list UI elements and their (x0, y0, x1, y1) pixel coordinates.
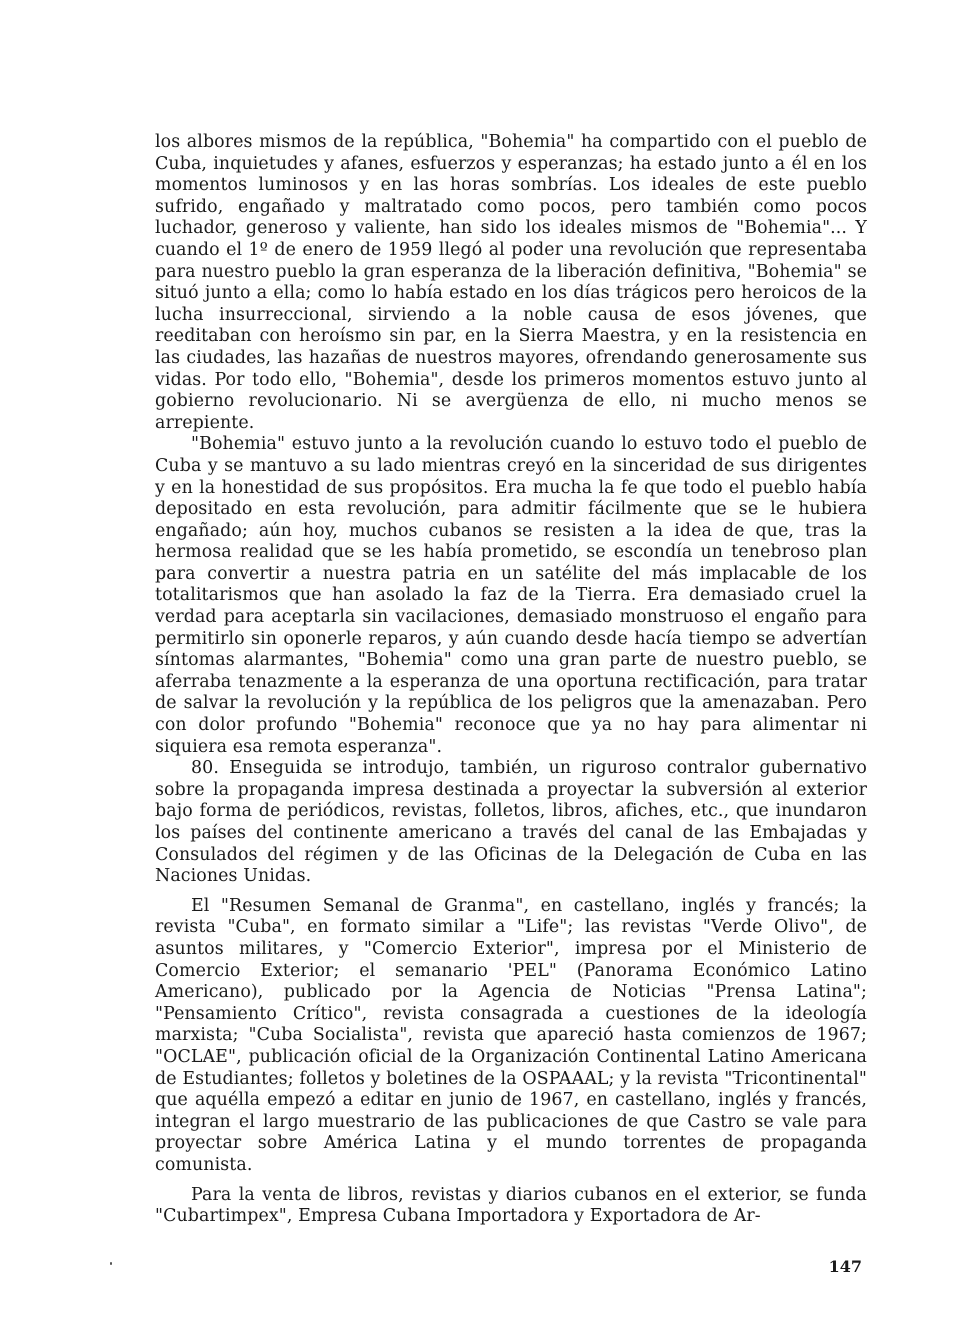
paragraph-1: los albores mismos de la república, "Bohemia" ha compartido con el pueblo de Cuba, inquietudes y afanes, esfuerzos y esperanzas; ha estado junto a él en los momentos luminosos y en las horas sombrías. Los ideales de este pueblo sufrido, engañado y maltratado como pocos, pero también como pocos luchador, generoso y valiente, han sido los ideales mismos de "Bohemia"... Y cuando el 1º de enero de 1959 llegó al poder una revolución que representaba para nuestro pueblo la gran esperanza de la liberación definitiva, "Bohemia" se situó junto a ella; como lo había estado en los días trágicos pero heroicos de la lucha insurreccional, sirviendo a la noble causa de esos jóvenes, que reeditaban con heroísmo sin par, en la Sierra Maestra, y en la resistencia en las ciudades, las hazañas de nuestros mayores, ofrendando generosamente sus vidas. Por todo ello, "Bohemia", desde los primeros momentos estuvo junto al gobierno revolucionario. Ni se avergüenza de ello, ni mucho menos se arrepiente. (155, 132, 867, 433)
page-number: 147 (828, 1257, 862, 1276)
paragraph-3: 80. Enseguida se introdujo, también, un riguroso contralor gubernativo sobre la propaganda impresa destinada a proyectar la subversión al exterior bajo forma de periódicos, revistas, folletos, libros, afiches, etc., que inundaron los países del continente americano a través del canal de las Embajadas y Consulados del régimen y de las Oficinas de la Delegación de Cuba en las Naciones Unidas. (155, 758, 867, 887)
paragraph-5: Para la venta de libros, revistas y diarios cubanos en el exterior, se funda "Cubartimpex", Empresa Cubana Importadora y Exportadora de Ar- (155, 1184, 867, 1227)
paragraph-4: El "Resumen Semanal de Granma", en castellano, inglés y francés; la revista "Cuba", en formato similar a "Life"; las revistas "Verde Olivo", de asuntos militares, y "Comercio Exterior", impresa por el Ministerio de Comercio Exterior; el semanario 'PEL" (Panorama Económico Latino Americano), publicado por la Agencia de Noticias "Prensa Latina"; "Pensamiento Crítico", revista consagrada a cuestiones de la ideología marxista; "Cuba Socialista", revista que apareció hasta comienzos de 1967; "OCLAE", publicación oficial de la Organización Continental Latino Americana de Estudiantes; folletos y boletines de la OSPAAAL; y la revista "Tricontinental" que aquélla empezó a editar en junio de 1967, en castellano, inglés y francés, integran el largo muestrario de las publicaciones de que Castro se vale para proyectar sobre América Latina y el mundo torrentes de propaganda comunista. (155, 895, 867, 1175)
scan-speck (110, 1262, 112, 1265)
paragraph-2: "Bohemia" estuvo junto a la revolución cuando lo estuvo todo el pueblo de Cuba y se mantuvo a su lado mientras creyó en la sinceridad de sus dirigentes y en la honestidad de sus propósitos. Era mucha la fe que todo el pueblo había depositado en esta revolución, para admitir fácilmente que se le hubiera engañado; aún hoy, muchos cubanos se resisten a la idea de que, tras la hermosa realidad que se les había prometido, se escondía un tenebroso plan para convertir a nuestra patria en un satélite del más implacable de los totalitarismos que han asolado la faz de la Tierra. Era demasiado cruel la verdad para aceptarla sin vacilaciones, demasiado monstruoso el engaño para permitirlo sin oponerle reparos, y aún cuando desde hacía tiempo se advertían síntomas alarmantes, "Bohemia" como una gran parte de nuestro pueblo, se aferraba tenazmente a la esperanza de una oportuna rectificación, para tratar de salvar la revolución y la república de los peligros que la amenazaban. Pero con dolor profundo "Bohemia" reconoce que ya no hay para alimentar ni siquiera esa remota esperanza". (155, 434, 867, 757)
document-body (155, 132, 867, 1228)
